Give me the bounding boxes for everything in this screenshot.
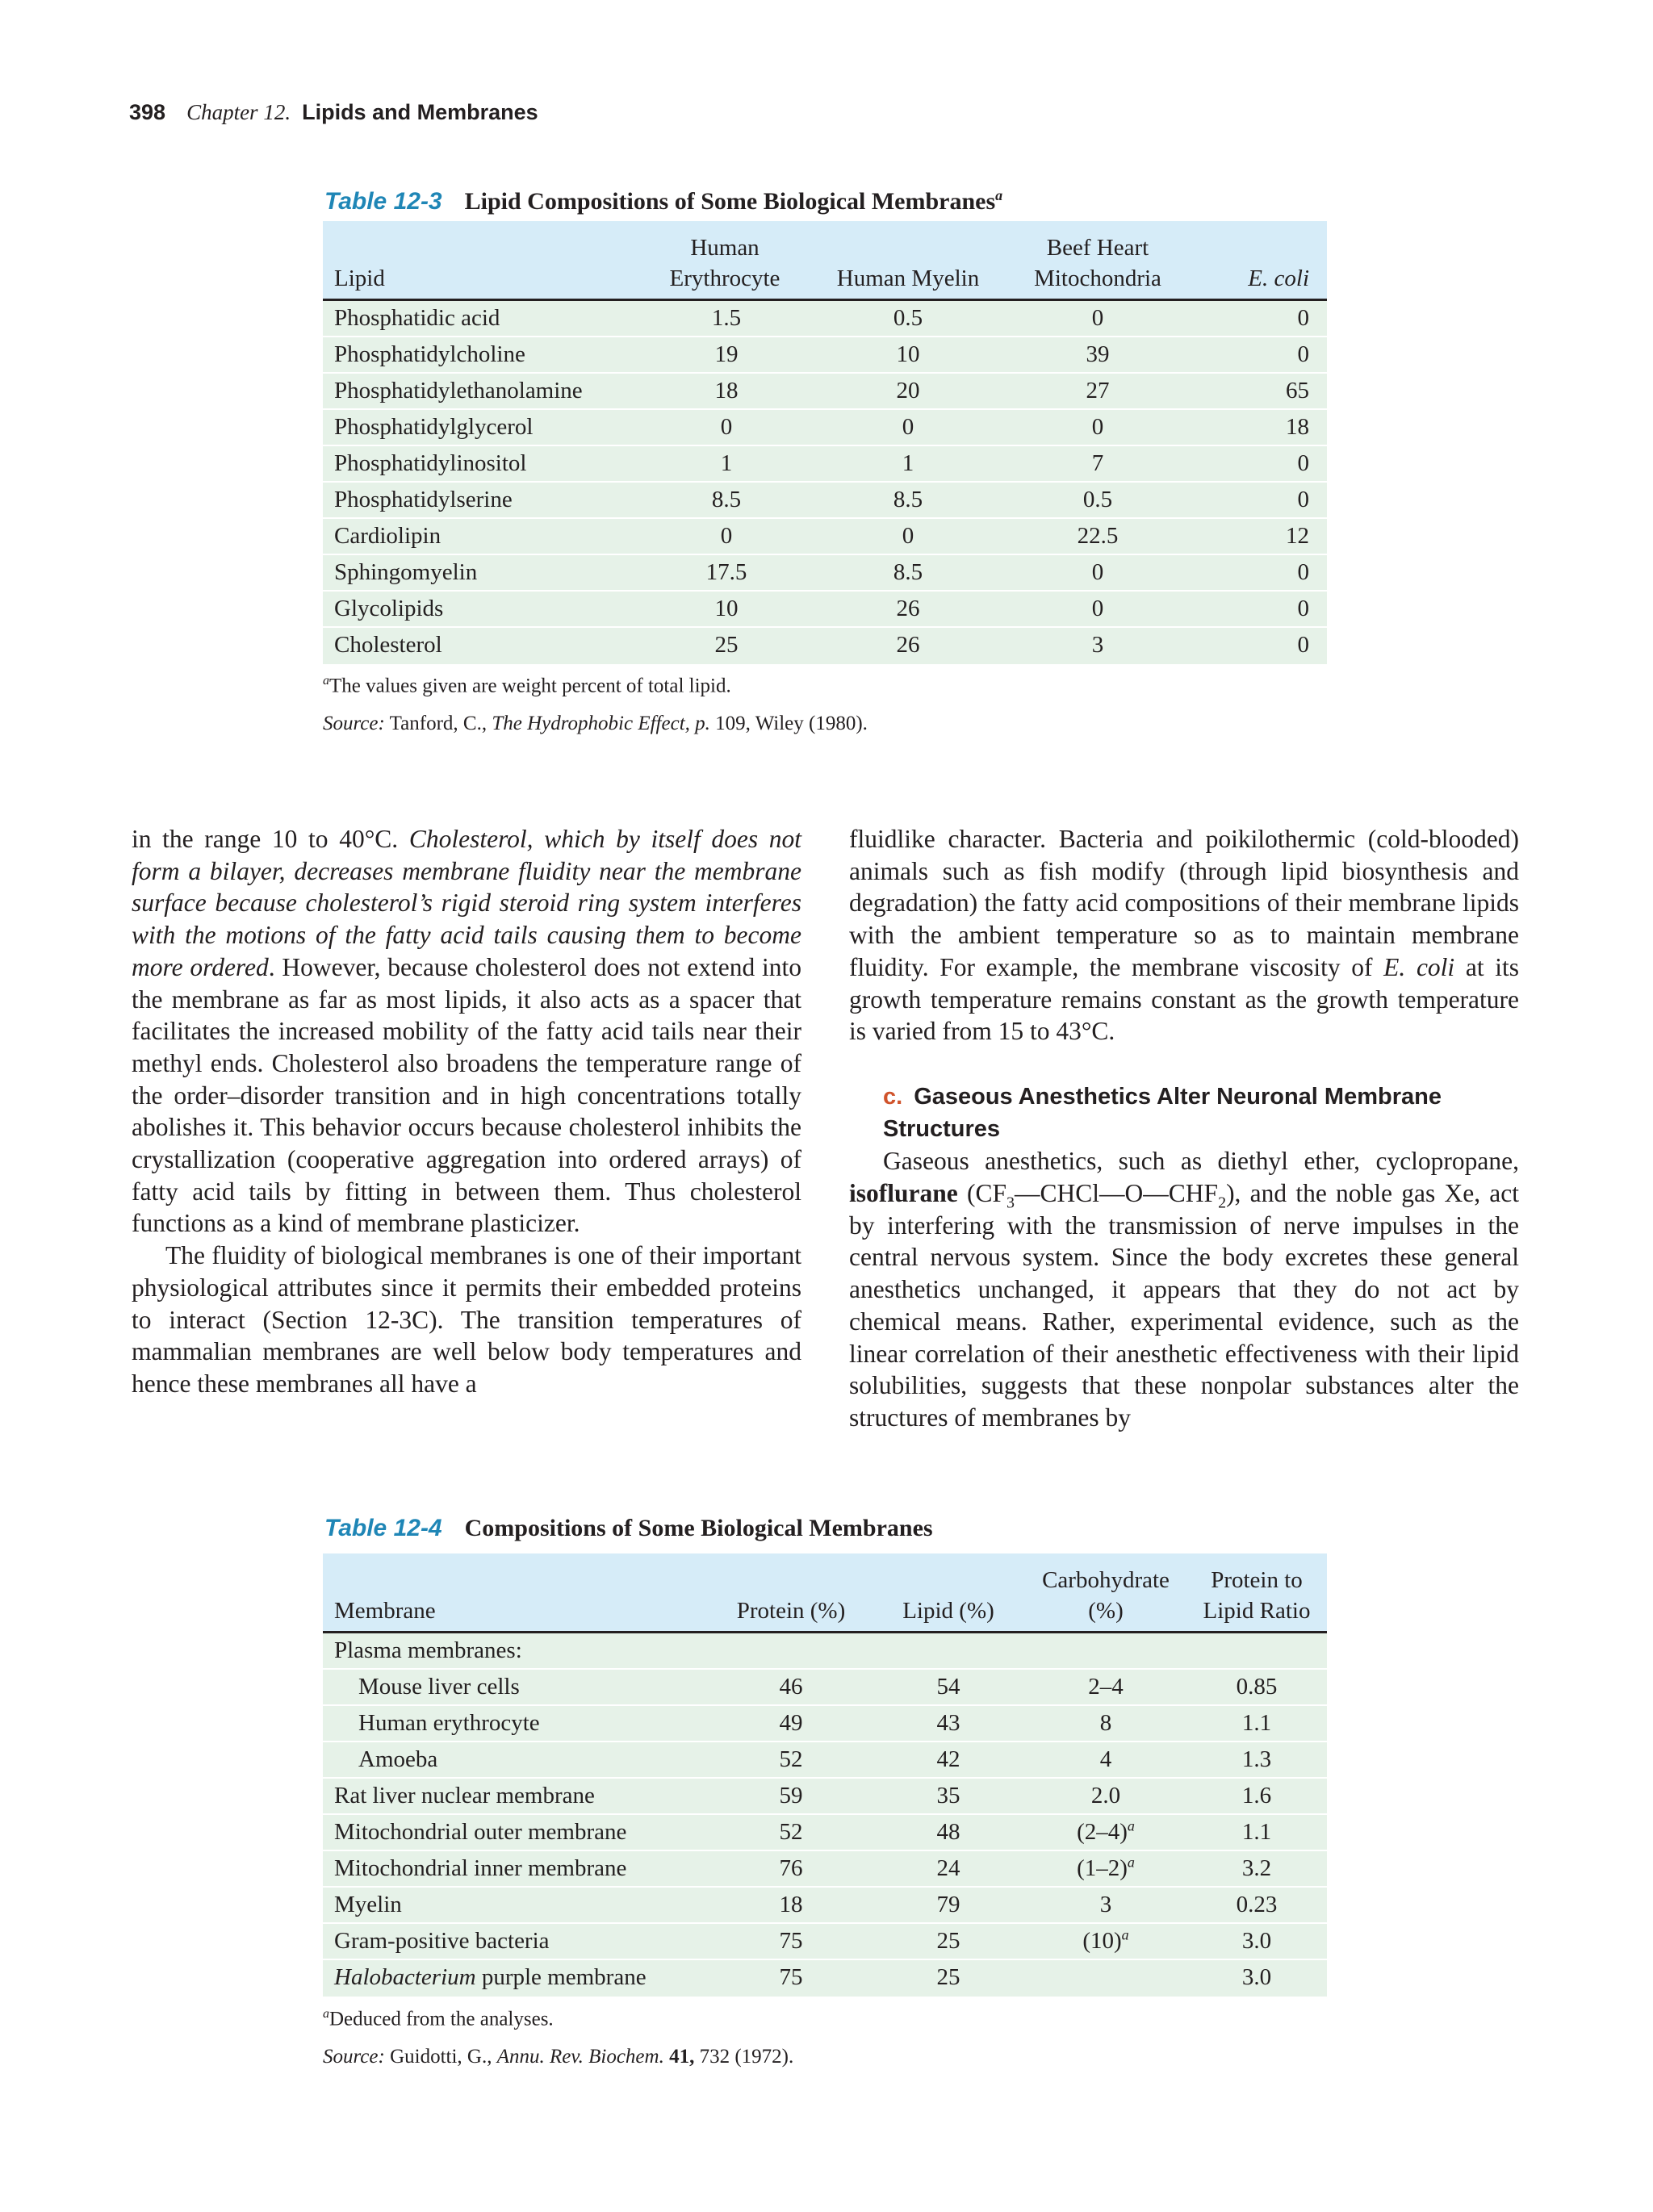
chapter-title: Lipids and Membranes: [302, 100, 538, 124]
protein-percent: 59: [779, 1783, 803, 1808]
table-row: [323, 555, 1327, 592]
table-title: Compositions of Some Biological Membranes: [464, 1515, 933, 1541]
col-header-ratio: Lipid Ratio: [1203, 1598, 1311, 1624]
table-cell: 12: [1286, 523, 1309, 549]
table-cell: 8.5: [893, 487, 923, 512]
table-cell: 18: [714, 378, 739, 404]
carbohydrate-percent: 2.0: [1090, 1783, 1121, 1808]
table-row: [323, 1706, 1327, 1742]
table-cell: 1: [720, 450, 733, 476]
protein-lipid-ratio: 1.6: [1241, 1783, 1272, 1808]
protein-percent: 52: [779, 1819, 803, 1845]
table-cell: 0: [720, 523, 733, 549]
table-cell: 18: [1286, 414, 1309, 440]
carbohydrate-percent: 3: [1099, 1892, 1112, 1917]
table-cell: 0: [1297, 450, 1309, 476]
table-cell: 10: [896, 341, 920, 367]
footnote-mark: a: [1127, 1817, 1135, 1834]
formula: [966, 1179, 1241, 1212]
table-cell: 8.5: [893, 559, 923, 585]
table-body: [323, 301, 1327, 664]
lipid-name: Phosphatidylglycerol: [334, 414, 534, 440]
table-body: [323, 1633, 1327, 1997]
protein-percent: 76: [779, 1855, 803, 1881]
table-cell: 0.5: [893, 305, 923, 331]
table-header: [323, 1553, 1327, 1633]
protein-lipid-ratio: 3.2: [1241, 1855, 1272, 1881]
lipid-name: Cardiolipin: [334, 523, 441, 549]
table-cell: 0: [1297, 596, 1309, 621]
membrane-name: Mitochondrial inner membrane: [334, 1855, 627, 1881]
membrane-name: Mitochondrial outer membrane: [334, 1819, 627, 1845]
membrane-name: Halobacterium purple membrane: [334, 1964, 647, 1990]
col-header-myelin: Human Myelin: [836, 266, 980, 291]
footnote-text: Deduced from the analyses.: [329, 2008, 554, 2030]
carbohydrate-percent: $(1-2)^a$: [1077, 1854, 1135, 1881]
formula-part: —CHCl—O—CHF: [1015, 1179, 1219, 1208]
footnote-mark: a: [1121, 1926, 1129, 1943]
table-cell: 0: [902, 523, 914, 549]
table-12-4-caption: [324, 1515, 933, 1542]
lipid-name: Phosphatidylserine: [334, 487, 513, 512]
lipid-name: Phosphatidic acid: [334, 305, 500, 331]
footnote-mark: a: [323, 2007, 329, 2021]
carbohydrate-percent: 2–4: [1088, 1674, 1124, 1700]
lipid-name: Phosphatidylethanolamine: [334, 378, 583, 404]
table-12-3-footnote: [323, 674, 731, 697]
table-cell: 26: [896, 632, 920, 658]
col-header-ecoli: E. coli: [1248, 266, 1309, 291]
table-row: [323, 446, 1327, 483]
table-row: [323, 483, 1327, 519]
table-cell: 10: [714, 596, 739, 621]
protein-lipid-ratio: 1.1: [1241, 1819, 1272, 1845]
paragraph: [849, 1145, 1519, 1433]
membrane-name: Rat liver nuclear membrane: [334, 1783, 595, 1808]
table-12-4: [323, 1553, 1327, 1997]
col-header-mitochondria-top: Beef Heart: [1046, 235, 1149, 261]
section-letter: c.: [883, 1083, 903, 1110]
table-cell: 0.5: [1082, 487, 1113, 512]
table-cell: 1.5: [711, 305, 742, 331]
text-run: at its growth temperature remains constant as the growth temperature is varied from 15 to 43°C.: [849, 952, 1519, 1046]
text-run: and the noble gas Xe, act by interfering with the transmission of nerve impulses in the central nervous system. Since the body excretes these general anesthetics unchanged, it appears that they do not act by chemical means. Rather, experimental evidence, such as the linear correlation of their anesthetic effectiveness with their lipid solubilities, suggests that these nonpolar substances alter the structures of membranes by: [849, 1179, 1519, 1432]
source-label: Source:: [323, 713, 385, 734]
chapter-number: Chapter 12.: [186, 100, 291, 124]
table-row: [323, 1851, 1327, 1888]
table-label: Table 12-3: [324, 188, 442, 215]
table-cell: 0: [1297, 341, 1309, 367]
table-cell: 0: [1091, 414, 1104, 440]
body-column-left: [132, 823, 801, 1400]
lipid-name: Phosphatidylcholine: [334, 341, 525, 367]
table-cell: 25: [714, 632, 739, 658]
table-cell: 17.5: [705, 559, 747, 585]
table-cell: 20: [896, 378, 920, 404]
formula-subscript: 3: [1006, 1194, 1015, 1212]
protein-percent: 49: [779, 1710, 803, 1736]
protein-lipid-ratio: 3.0: [1241, 1964, 1272, 1990]
footnote-mark: a: [323, 674, 329, 688]
table-group-row: [323, 1633, 1327, 1670]
lipid-percent: 48: [936, 1819, 960, 1845]
table-cell: 0: [902, 414, 914, 440]
protein-percent: 46: [779, 1674, 803, 1700]
col-header-carbohydrate-top: Carbohydrate: [1042, 1567, 1170, 1593]
table-row: [323, 1815, 1327, 1851]
carbohydrate-percent: 8: [1099, 1710, 1112, 1736]
table-cell: 0: [1091, 305, 1104, 331]
table-row: [323, 592, 1327, 628]
footnote-mark: a: [995, 187, 1003, 203]
table-cell: 27: [1086, 378, 1110, 404]
formula-part: ),: [1226, 1179, 1241, 1208]
text-run: fluidlike character. Bacteria and poikilothermic (cold-blooded) animals such as fish modify (through lipid biosynthesis and degradation) the fatty acid compositions of their membrane lipids with the ambient temperature so as to maintain membrane fluidity. For example, the membrane viscosity of: [849, 825, 1519, 981]
col-header-mitochondria: Mitochondria: [1034, 266, 1161, 291]
table-cell: 1: [902, 450, 914, 476]
col-header-carbohydrate: (%): [1088, 1598, 1124, 1624]
lipid-percent: 24: [936, 1855, 960, 1881]
section-title: Gaseous Anesthetics Alter Neuronal Membrane Structures: [883, 1083, 1442, 1142]
table-cell: 3: [1091, 632, 1104, 658]
table-cell: 65: [1286, 378, 1309, 404]
lipid-name: Glycolipids: [334, 596, 444, 621]
source-work: The Hydrophobic Effect, p.: [492, 713, 710, 734]
lipid-percent: 54: [936, 1674, 960, 1700]
paragraph: The fluidity of biological membranes is one of their important physiological attributes since it permits their embedded proteins to interact (Section 12-3C). The transition temperatures of mammalian membranes are well below body temperatures and hence these membranes all have a: [132, 1241, 801, 1398]
source-rest: 732 (1972).: [699, 2046, 794, 2068]
table-row: [323, 301, 1327, 337]
table-label: Table 12-4: [324, 1515, 442, 1541]
table-row: [323, 374, 1327, 410]
organism-name: Halobacterium: [334, 1964, 476, 1990]
emphasis-text: Cholesterol, which by itself does not form a bilayer, decreases membrane fluidity near the membrane surface because cholesterol’s rigid steroid ring system interferes with the motions of the fatty acid tails causing them to become more ordered: [132, 825, 802, 981]
text-run: . However, because cholesterol does not extend into the membrane as far as most lipids, it also acts as a spacer that facilitates the increased mobility of the fatty acid tails near their methyl ends. Cholesterol also broadens the temperature range of the order–disorder transition and in high concentrations totally abolishes it. This behavior occurs because cholesterol inhibits the crystallization (cooperative aggregation into ordered arrays) of fatty acid tails by fitting in between them. Thus cholesterol functions as a kind of membrane plasticizer.: [132, 952, 801, 1238]
lipid-percent: 35: [936, 1783, 960, 1808]
col-header-erythrocyte-top: Human: [690, 235, 760, 261]
text-run: Gaseous anesthetics, such as diethyl ether, cyclopropane,: [883, 1147, 1519, 1176]
table-row: [323, 628, 1327, 664]
protein-percent: 75: [779, 1964, 803, 1990]
membrane-name: Gram-positive bacteria: [334, 1928, 550, 1954]
table-row: [323, 1742, 1327, 1779]
table-12-3-source: [323, 713, 868, 735]
paragraph: [849, 823, 1519, 1047]
table-12-3: [323, 221, 1327, 664]
formula-part: (CF: [966, 1179, 1007, 1208]
paragraph: [132, 823, 801, 1240]
table-cell: 0: [1297, 305, 1309, 331]
col-header-erythrocyte: Erythrocyte: [669, 266, 780, 291]
source-work: Annu. Rev. Biochem.: [496, 2046, 664, 2068]
protein-lipid-ratio: 0.85: [1236, 1674, 1278, 1700]
lipid-name: Phosphatidylinositol: [334, 450, 527, 476]
col-header-protein: Protein (%): [736, 1598, 846, 1624]
source-author: Tanford, C.,: [389, 713, 488, 734]
footnote-mark: a: [1127, 1854, 1135, 1871]
membrane-name: Human erythrocyte: [358, 1710, 540, 1736]
col-header-ratio-top: Protein to: [1211, 1567, 1303, 1593]
table-cell: 7: [1091, 450, 1104, 476]
formula-subscript: 2: [1218, 1194, 1227, 1212]
lipid-percent: 79: [936, 1892, 960, 1917]
body-column-right: [849, 823, 1519, 1434]
table-cell: 0: [1091, 596, 1104, 621]
table-cell: 0: [720, 414, 733, 440]
table-row: [323, 1960, 1327, 1997]
source-rest: 109, Wiley (1980).: [715, 713, 868, 734]
membrane-name: Myelin: [334, 1892, 402, 1917]
col-header-membrane: Membrane: [334, 1598, 436, 1624]
table-cell: 39: [1086, 341, 1110, 367]
lipid-percent: 25: [936, 1964, 960, 1990]
carbohydrate-percent: $(2-4)^a$: [1077, 1817, 1135, 1845]
lipid-percent: 43: [936, 1710, 960, 1736]
species-name: E. coli: [1383, 952, 1455, 981]
protein-lipid-ratio: 0.23: [1236, 1892, 1278, 1917]
page-number: 398: [129, 100, 166, 124]
table-cell: 8.5: [711, 487, 742, 512]
carbohydrate-percent: $(10)^a$: [1082, 1926, 1129, 1954]
table-12-4-source: [323, 2046, 793, 2068]
protein-percent: 75: [779, 1928, 803, 1954]
source-volume: 41,: [669, 2046, 695, 2068]
table-cell: 19: [714, 341, 739, 367]
table-cell: 22.5: [1077, 523, 1119, 549]
col-header-lipid: Lipid: [334, 266, 385, 291]
term-isoflurane: isoflurane: [849, 1179, 958, 1208]
table-title: Lipid Compositions of Some Biological Membranes: [464, 188, 996, 215]
membrane-name: Mouse liver cells: [358, 1674, 520, 1700]
table-cell: 26: [896, 596, 920, 621]
carbohydrate-percent: 4: [1099, 1746, 1112, 1772]
protein-lipid-ratio: 3.0: [1241, 1928, 1272, 1954]
protein-percent: 52: [779, 1746, 803, 1772]
table-row: [323, 1888, 1327, 1924]
table-12-3-caption: [324, 187, 1002, 215]
table-12-4-footnote: [323, 2007, 554, 2030]
lipid-name: Sphingomyelin: [334, 559, 478, 585]
table-cell: 0: [1297, 632, 1309, 658]
lipid-name: Cholesterol: [334, 632, 442, 658]
table-cell: 0: [1297, 487, 1309, 512]
table-row: [323, 410, 1327, 446]
table-row: [323, 337, 1327, 374]
protein-lipid-ratio: 1.3: [1241, 1746, 1272, 1772]
running-header: [129, 100, 538, 125]
footnote-text: The values given are weight percent of total lipid.: [329, 675, 731, 697]
protein-percent: 18: [779, 1892, 803, 1917]
table-row: [323, 1670, 1327, 1706]
table-row: [323, 1779, 1327, 1815]
table-row: [323, 519, 1327, 555]
table-cell: 0: [1091, 559, 1104, 585]
source-author: Guidotti, G.,: [390, 2046, 492, 2068]
group-label: Plasma membranes:: [334, 1637, 522, 1663]
table-cell: 0: [1297, 559, 1309, 585]
table-header: [323, 221, 1327, 301]
section-heading: [883, 1081, 1519, 1145]
membrane-name: Amoeba: [358, 1746, 438, 1772]
source-label: Source:: [323, 2046, 385, 2068]
table-row: [323, 1924, 1327, 1960]
text-run: in the range 10 to 40°C.: [132, 825, 399, 853]
lipid-percent: 42: [936, 1746, 960, 1772]
col-header-lipid: Lipid (%): [902, 1598, 994, 1624]
lipid-percent: 25: [936, 1928, 960, 1954]
protein-lipid-ratio: 1.1: [1241, 1710, 1272, 1736]
